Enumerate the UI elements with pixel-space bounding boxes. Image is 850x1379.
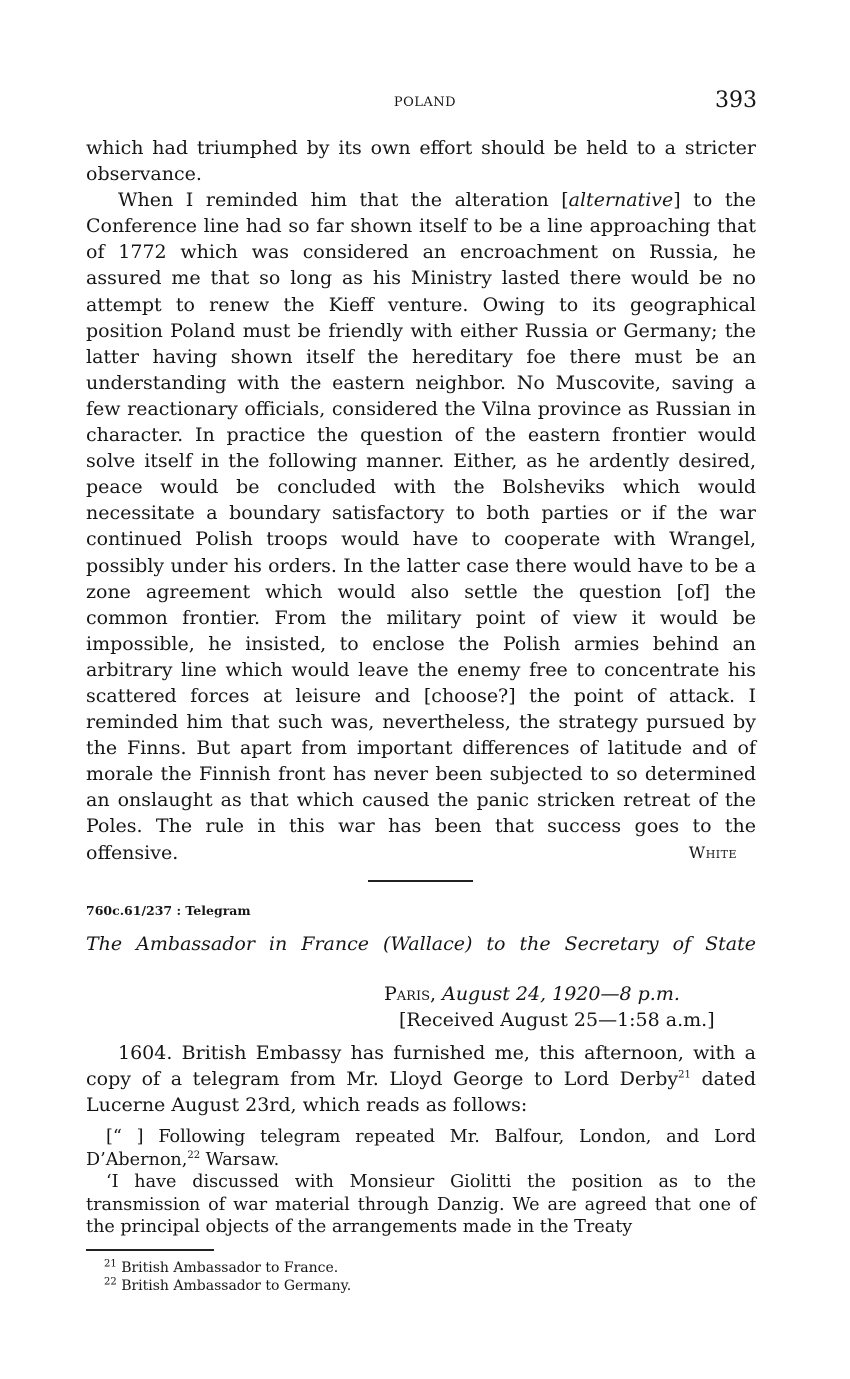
quote-text-b: Warsaw. [200,1149,280,1170]
footnote-item [104,1277,351,1295]
dateline [384,983,680,1005]
paragraph-main-text-a: When I reminded him that the alteration [ [118,189,569,212]
paragraph-main-italic: alternative [568,189,674,212]
quote-paragraph-2: ‘I have discussed with Monsieur Giolitti the position as to the transmission of war material through Danzig. We are agreed that one of the principal objects of the arrangements made in the Treaty [86,1172,756,1237]
signature: White [688,843,737,862]
body-text [86,135,756,866]
footnote-ref-22: 22 [187,1149,201,1161]
quote-text-a: [“ ] Following telegram repeated Mr. Balfour, London, and Lord D’Abernon, [86,1127,756,1170]
message-paragraph [86,1040,756,1118]
quoted-telegram [86,1126,756,1239]
footnote-text: British Ambassador to France. [121,1260,339,1276]
footnote-ref-21: 21 [678,1069,691,1081]
message-text-b: dated Lucerne August 23rd, which reads as follows: [86,1068,757,1117]
footnotes [104,1259,351,1295]
message-text-a: 1604. British Embassy has furnished me, this afternoon, with a copy of a telegram from Mr. Lloyd George to Lord Derby [86,1042,756,1091]
paragraph-continuation: which had triumphed by its own effort should be held to a stricter observance. [86,137,756,186]
section-divider [368,880,473,882]
file-reference: 760c.61/237 : Telegram [86,903,251,918]
footnote-text: British Ambassador to Germany. [121,1278,352,1294]
paragraph-main [86,187,756,865]
footnote-item [104,1259,351,1277]
page-number: 393 [715,88,757,113]
document-title: The Ambassador in France (Wallace) to the Secretary of State [86,933,756,955]
dateline-place: Paris, [384,983,437,1005]
footnote-number: 22 [104,1276,117,1288]
running-title: POLAND [393,95,457,110]
footnote-number: 21 [104,1258,117,1270]
quote-paragraph-1 [86,1126,756,1171]
footnote-rule [86,1249,214,1251]
paragraph-main-text-b: ] to the Conference line had so far shown itself to be a line approaching that of 1772 which was considered an encroachment on Russia, he assured me that so long as his Ministry lasted there would be no attempt to renew the Kieff venture. Owing to its geographical position Poland must be friendly with either Russia or Germany; the latter having shown itself the hereditary foe there must be an understanding with the eastern neighbor. No Muscovite, saving a few reactionary officials, considered the Vilna province as Russian in character. In practice the question of the eastern frontier would solve itself in the following manner. Either, as he ardently desired, peace would be concluded with the Bolsheviks which would necessitate a boundary satisfactory to both parties or if the war continued Polish troops would have to cooperate with Wrangel, possibly under his orders. In the latter case there would have to be a zone agreement which would also settle the question [of] the common frontier. From the military point of view it would be impossible, he insisted, to enclose the Polish armies behind an arbitrary line which would leave the enemy free to concentrate his scattered forces at leisure and [choose?] the point of attack. I reminded him that such was, nevertheless, the strategy pursued by the Finns. But apart from important differences of latitude and of morale the Finnish front has never been subjected to so determined an onslaught as that which caused the panic stricken retreat of the Poles. The rule in this war has been that success goes to the offensive. [86,189,756,864]
received-line: [Received August 25—1:58 a.m.] [399,1009,715,1031]
dateline-date: August 24, 1920—8 p.m. [442,983,680,1005]
